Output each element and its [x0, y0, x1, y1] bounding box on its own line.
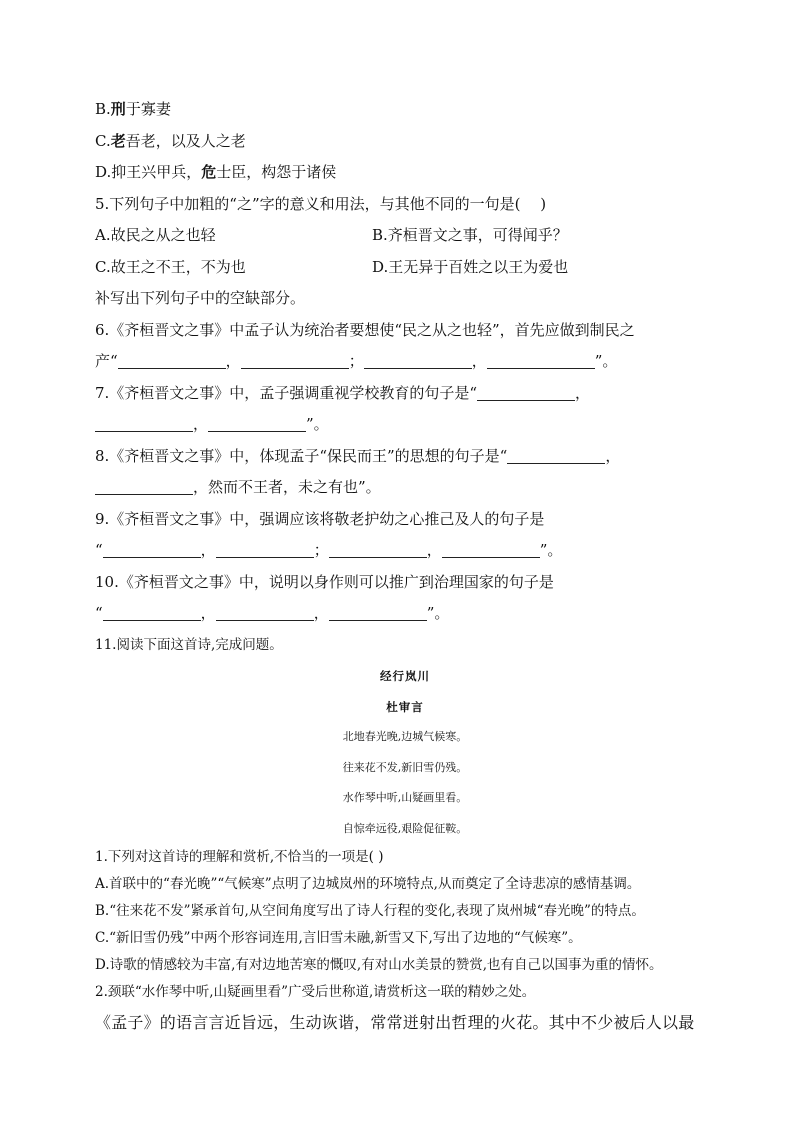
q4-option-b — [95, 94, 715, 126]
quote-close: ”。 — [594, 352, 618, 370]
stem-text: ，然而不王者，未之有也”。 — [193, 478, 381, 496]
punct: ； — [313, 541, 329, 559]
q5-options-row-1 — [95, 220, 715, 252]
answer-blank[interactable] — [103, 604, 201, 621]
q5-options-row-2 — [95, 252, 715, 284]
q8-stem — [95, 441, 715, 473]
q5-option-c: C.故王之不王，不为也 — [95, 257, 246, 276]
poem-line: 往来花不发,新旧雪仍残。 — [342, 760, 468, 774]
quote-open: “ — [95, 604, 103, 622]
punct: ， — [426, 541, 442, 559]
bold-char: 危 — [201, 163, 217, 181]
q11-stem: 11.阅读下面这首诗,完成问题。 — [95, 636, 283, 653]
answer-blank[interactable] — [442, 541, 540, 558]
quote-close: ”。 — [426, 604, 450, 622]
answer-blank[interactable] — [507, 447, 605, 464]
answer-blank[interactable] — [487, 352, 595, 369]
bold-char: 刑 — [110, 100, 126, 118]
punct: ， — [200, 541, 216, 559]
q5-stem: 5.下列句子中加粗的“之”字的意义和用法，与其他不同的一句是( ) — [95, 194, 547, 213]
q10-blanks — [95, 598, 715, 630]
punct: ， — [200, 604, 216, 622]
answer-blank[interactable] — [241, 352, 349, 369]
option-text: 吾老，以及人之老 — [125, 131, 246, 150]
option-text: D.抑王兴甲兵， — [95, 163, 202, 181]
answer-blank[interactable] — [216, 604, 314, 621]
stem-text: 7.《齐桓晋文之事》中，孟子强调重视学校教育的句子是“ — [95, 383, 477, 402]
quote-open: “ — [95, 541, 103, 559]
passage-text: 《孟子》的语言言近旨远，生动诙谐，常常迸射出哲理的火花。其中不少被后人以最 — [95, 1013, 695, 1032]
poem-author: 杜审言 — [386, 699, 424, 714]
poem-line: 北地春光晚,边城气候寒。 — [342, 730, 468, 743]
q11-sub1-option-d: D.诗歌的情感较为丰富,有对边地苦寒的慨叹,有对山水美景的赞赏,也有自己以国事为重的情怀。 — [95, 957, 663, 973]
option-text: 于寡妻 — [125, 100, 171, 118]
q9-stem: 9.《齐桓晋文之事》中，强调应该将敬老护幼之心推己及人的句子是 — [95, 509, 545, 528]
q7-blanks — [95, 409, 715, 441]
option-letter: B. — [95, 100, 111, 118]
answer-blank[interactable] — [95, 478, 193, 495]
q11-sub1-option-c: C.“新旧雪仍残”中两个形容词连用,言旧雪未融,新雪又下,写出了边地的“气候寒”。 — [95, 930, 582, 946]
q5-option-a: A.故民之从之也轻 — [95, 226, 216, 244]
answer-blank[interactable] — [329, 604, 427, 621]
answer-blank[interactable] — [216, 541, 314, 558]
answer-blank[interactable] — [118, 352, 226, 369]
poem-title: 经行岚川 — [380, 669, 430, 683]
document-page — [95, 94, 715, 1038]
q9-blanks — [95, 535, 715, 567]
q6-stem: 6.《齐桓晋文之事》中孟子认为统治者要想使“民之从之也轻”，首先应做到制民之 — [95, 320, 635, 339]
q4-option-d — [95, 157, 715, 189]
q10-stem: 10.《齐桓晋文之事》中，说明以身作则可以推广到治理国家的句子是 — [95, 572, 554, 591]
q11-sub1-stem: 1.下列对这首诗的理解和赏析,不恰当的一项是( ) — [95, 849, 384, 865]
punct: ； — [348, 352, 364, 370]
punct: ， — [225, 352, 241, 370]
quote-open: 产“ — [95, 352, 118, 370]
option-text: 士臣，构怨于诸侯 — [216, 163, 337, 181]
bold-char: 老 — [110, 131, 126, 150]
q11-sub1-option-b: B.“往来花不发”紧承首句,从空间角度写出了诗人行程的变化,表现了岚州城“春光晚”的特点。 — [95, 903, 645, 919]
q5-option-b: B.齐桓晋文之事，可得闻乎？ — [372, 226, 568, 244]
quote-close: ”。 — [539, 541, 563, 559]
q6-blanks — [95, 346, 715, 378]
punct: ， — [605, 446, 621, 465]
poem-line: 自惊牵远役,艰险促征鞍。 — [342, 821, 468, 835]
answer-blank[interactable] — [95, 415, 193, 432]
q7-stem — [95, 378, 715, 410]
punct: ， — [471, 352, 487, 370]
answer-blank[interactable] — [329, 541, 427, 558]
punct: ， — [313, 604, 329, 622]
poem-line: 水作琴中听,山疑画里看。 — [342, 791, 468, 804]
punct: ， — [574, 383, 590, 402]
q11-sub1-option-a: A.首联中的“春光晚”“气候寒”点明了边城岚州的环境特点,从而奠定了全诗悲凉的感情基调。 — [95, 876, 641, 892]
fill-section-intro: 补写出下列句子中的空缺部分。 — [95, 289, 306, 307]
answer-blank[interactable] — [364, 352, 472, 369]
quote-close: ”。 — [306, 415, 329, 433]
stem-text: 8.《齐桓晋文之事》中，体现孟子“保民而王”的思想的句子是“ — [95, 446, 508, 465]
q4-option-c — [95, 126, 715, 158]
q11-sub2-stem: 2.颈联“水作琴中听,山疑画里看”广受后世称道,请赏析这一联的精妙之处。 — [95, 984, 536, 1000]
q8-blanks — [95, 472, 715, 504]
punct: ， — [193, 415, 209, 433]
answer-blank[interactable] — [103, 541, 201, 558]
answer-blank[interactable] — [208, 415, 306, 432]
q5-option-d: D.王无异于百姓之以王为爱也 — [372, 257, 569, 276]
answer-blank[interactable] — [477, 384, 575, 401]
option-letter: C. — [95, 131, 111, 150]
